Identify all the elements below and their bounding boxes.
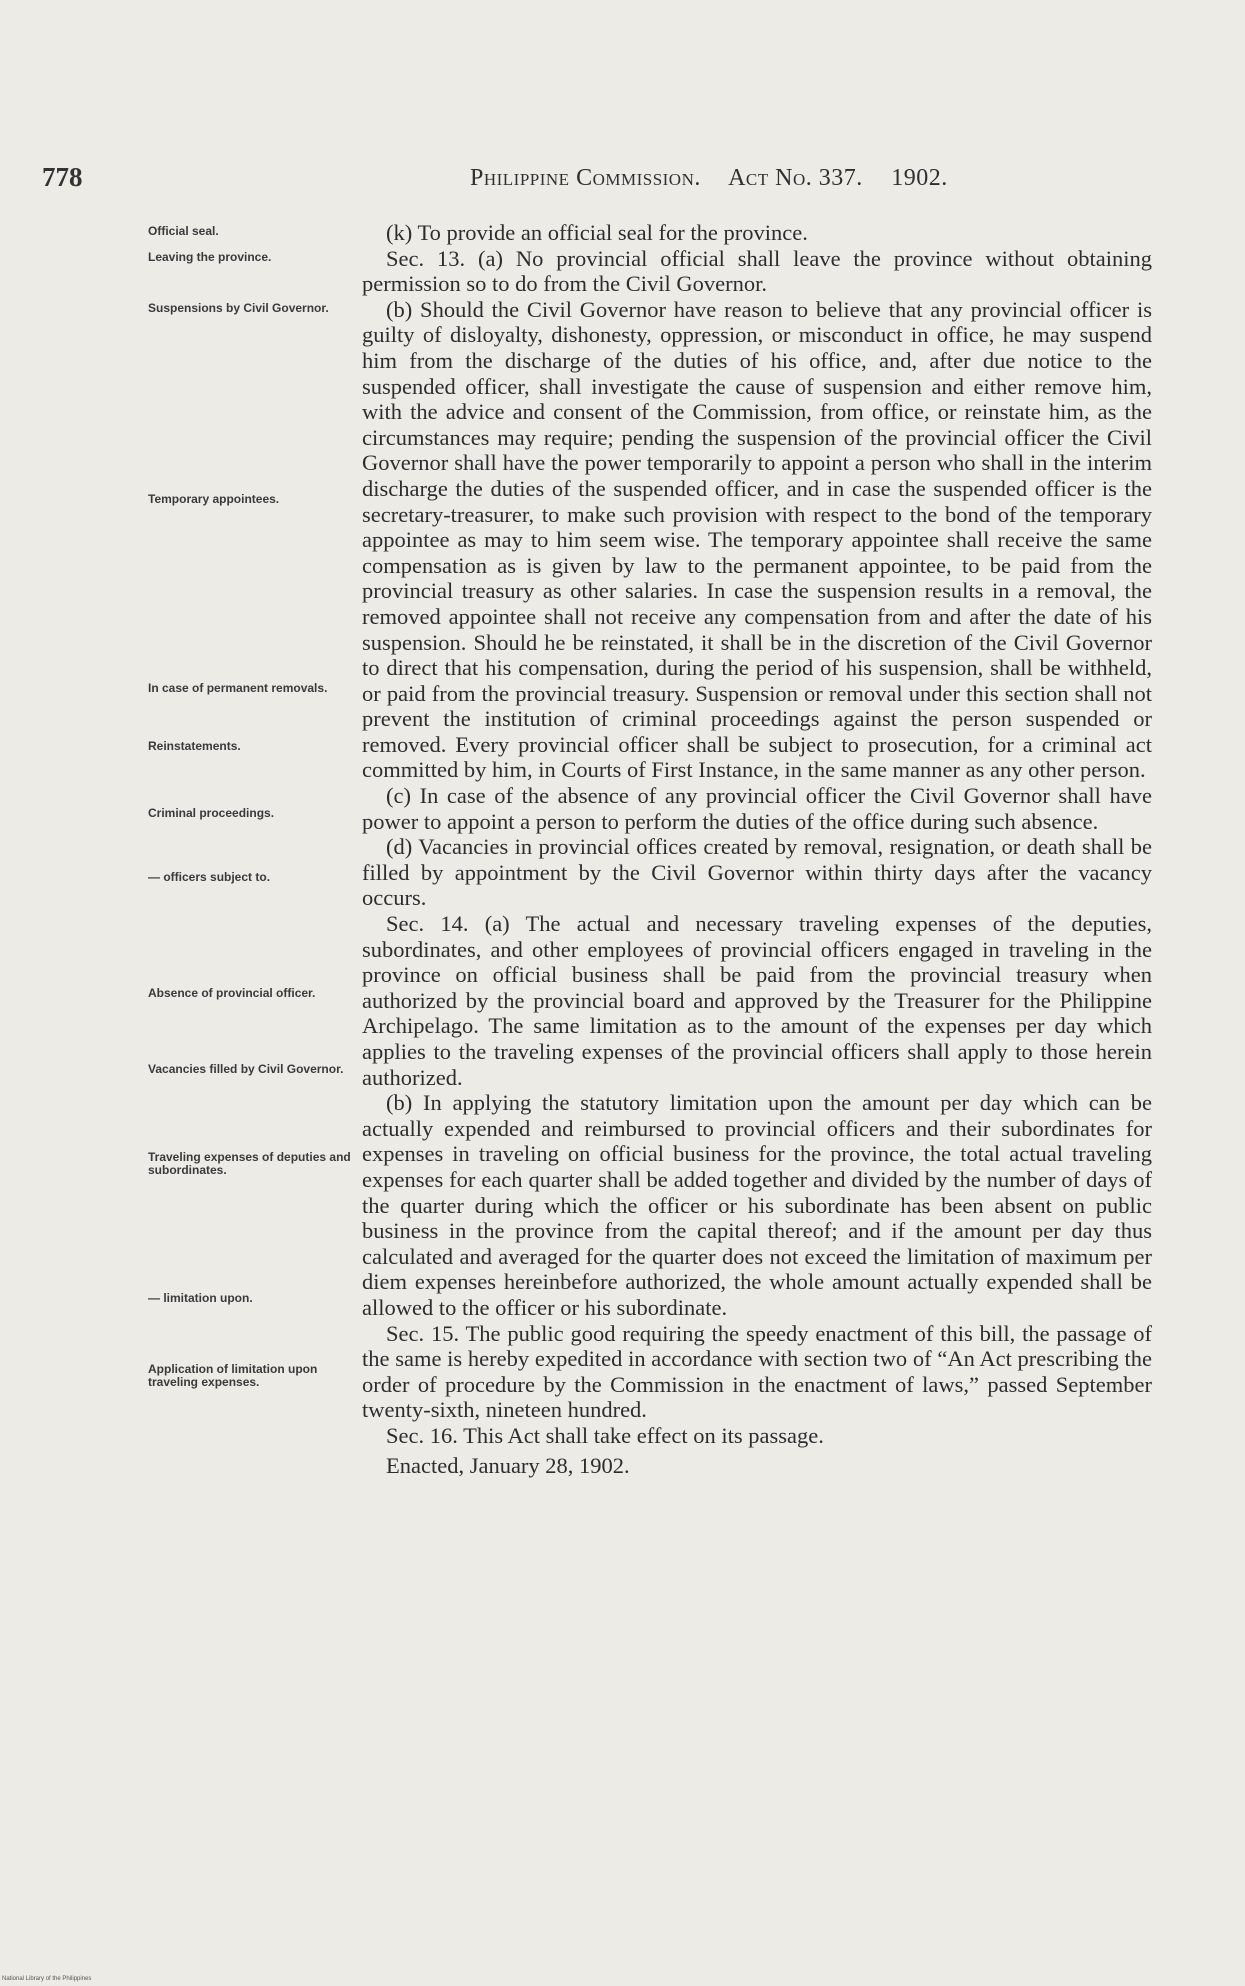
page-number: 778 [42,162,83,192]
margin-note: Leaving the province. [148,250,272,264]
running-head [470,165,970,192]
margin-note: Application of limitation upon traveling expenses. [148,1362,318,1389]
margin-note: Suspensions by Civil Governor. [148,301,329,315]
paragraph: (b) In applying the statutory limitation upon the amount per day which can be actually expended and reimbursed to provincial officers and their subordinates for expenses in traveling on official business for the province, the total actual traveling expenses for each quarter shall be added together and divided by the number of days of the quarter during which the officer or his subordinate has been absent on public business in the province from the capital thereof; and if the amount per day thus calculated and averaged for the quarter does not exceed the limitation of maximum per diem expenses hereinbefore authorized, the whole amount actually expended shall be allowed to the officer or his subordinate. [362,1090,1152,1320]
margin-note: Official seal. [148,224,219,238]
margin-note: — limitation upon. [148,1291,253,1305]
margin-note: Absence of provincial officer. [148,986,316,1000]
body-text [362,220,1152,1478]
paragraph: (b) Should the Civil Governor have reason to believe that any provincial officer is guilty of disloyalty, dishonesty, oppression, or misconduct in office, he may suspend him from the discharge of the duties of his office, and, after due notice to the suspended officer, shall investigate the cause of suspension and either remove him, with the advice and consent of the Commission, from office, or reinstate him, as the circumstances may require; pending the suspension of the provincial officer the Civil Governor shall have the power temporarily to appoint a person who shall in the interim discharge the duties of the suspended officer, and in case the suspended officer is the secretary-treasurer, to make such provision with respect to the bond of the temporary appointee as may to him seem wise. The temporary appointee shall receive the same compensation as is given by law to the permanent appointee, to be paid from the provincial treasury as other salaries. In case the suspension results in a removal, the removed appointee shall not receive any compensation from and after the date of his suspension. Should he be reinstated, it shall be in the discretion of the Civil Governor to direct that his compensation, during the period of his suspension, shall be withheld, or paid from the provincial treasury. Suspension or removal under this section shall not prevent the institution of criminal proceedings against the person suspended or removed. Every provincial officer shall be subject to prosecution, for a criminal act committed by him, in Courts of First Instance, in the same manner as any other person. [362,296,1152,783]
margin-note: Criminal proceedings. [148,806,275,820]
margin-note: — officers subject to. [148,870,271,884]
paragraph: (c) In case of the absence of any provincial officer the Civil Governor shall have power to appoint a person to perform the duties of the office during such absence. [362,783,1152,834]
margin-note: In case of permanent removals. [148,681,328,695]
margin-note: Temporary appointees. [148,492,280,506]
paragraph: (d) Vacancies in provincial offices created by removal, resignation, or death shall be filled by appointment by the Civil Governor within thirty days after the vacancy occurs. [362,834,1152,911]
running-head-title: Philippine Commission. [470,165,701,191]
margin-note: Reinstatements. [148,739,241,753]
paragraph: Sec. 16. This Act shall take effect on its passage. [386,1422,824,1448]
enacted-date: Enacted, January 28, 1902. [386,1452,630,1478]
paragraph: Sec. 14. (a) The actual and necessary traveling expenses of the deputies, subordinates, and other employees of provincial officers engaged in traveling in the province on official business shall be paid from the provincial treasury when authorized by the provincial board and approved by the Treasurer for the Philippine Archipelago. The same limitation as to the amount of the expenses per day which applies to the traveling expenses of the provincial officers shall apply to those herein authorized. [362,911,1152,1090]
library-footer: National Library of the Philippines [2,1976,92,1982]
paragraph: Sec. 13. (a) No provincial official shall leave the province without obtaining permission so to do from the Civil Governor. [362,245,1152,297]
paragraph: Sec. 15. The public good requiring the speedy enactment of this bill, the passage of the same is hereby expedited in accordance with section two of “An Act prescribing the order of procedure by the Commission in the enactment of laws,” passed September twenty-sixth, nineteen hundred. [362,1320,1152,1423]
margin-note: Vacancies filled by Civil Governor. [148,1062,344,1076]
running-head-year: 1902. [891,165,948,191]
running-head-act: Act No. 337. [728,165,863,191]
paragraph: (k) To provide an official seal for the province. [386,220,808,245]
margin-note: Traveling expenses of deputies and subordinates. [148,1150,351,1177]
